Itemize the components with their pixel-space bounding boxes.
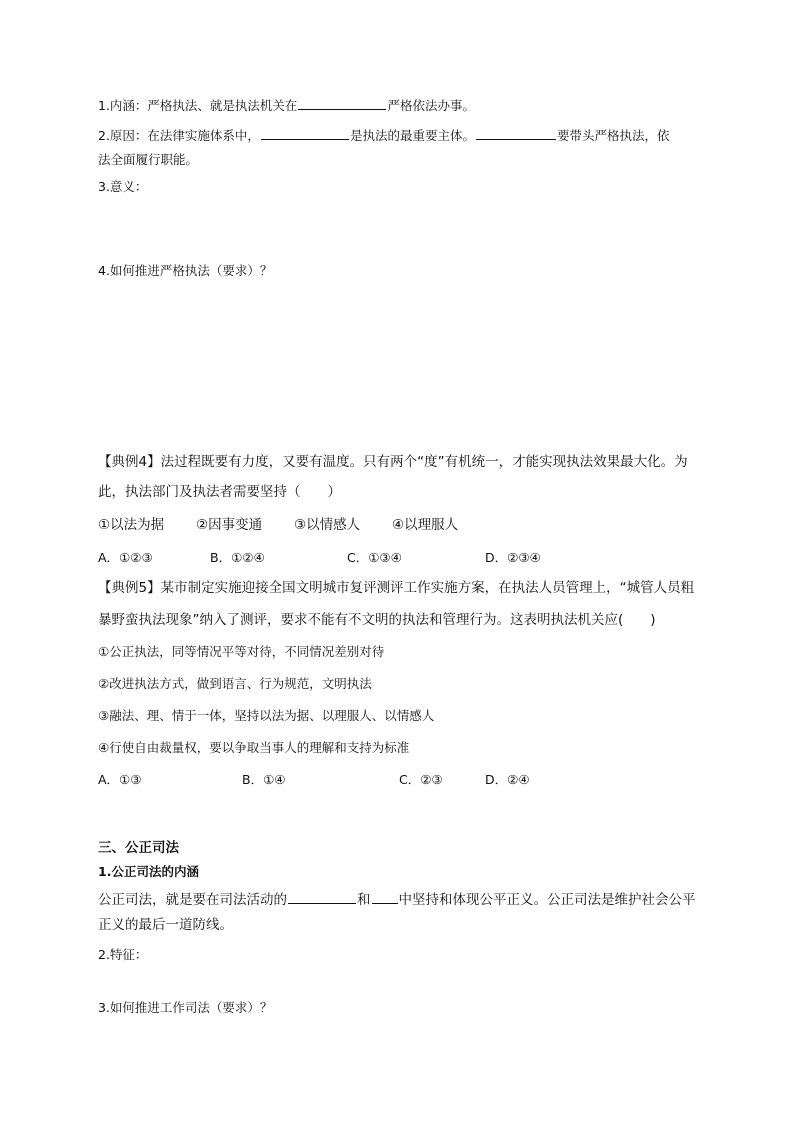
list-item: ④以理服人 xyxy=(392,517,459,533)
section-3-question-2: 2.特征： xyxy=(98,947,148,962)
question-4: 4.如何推进严格执法（要求）？ xyxy=(98,263,273,278)
question-1-text-end: 严格依法办事。 xyxy=(387,98,475,113)
list-item: ③以情感人 xyxy=(294,517,361,533)
answer-option-a[interactable]: A．①②③ xyxy=(98,550,153,565)
example-4-items xyxy=(98,515,458,535)
section-3-question-3: 3.如何推进工作司法（要求）？ xyxy=(98,1000,273,1015)
fill-blank[interactable] xyxy=(261,125,349,140)
question-2-text: 2.原因：在法律实施体系中， xyxy=(98,128,260,143)
question-2-continued: 法全面履行职能。 xyxy=(98,152,199,167)
list-item: ②因事变通 xyxy=(196,517,263,533)
example-4-line-2: 此，执法部门及执法者需要坚持（ ） xyxy=(98,484,341,500)
section-3-paragraph-line-1 xyxy=(98,889,696,910)
question-2 xyxy=(98,125,669,146)
section-3-heading: 三、公正司法 xyxy=(98,840,179,856)
question-2-text-end: 要带头严格执法，依 xyxy=(556,128,670,143)
fill-blank[interactable] xyxy=(288,889,356,904)
list-item: ①以法为据 xyxy=(98,517,165,533)
question-3: 3.意义： xyxy=(98,179,148,194)
list-item: ②改进执法方式，做到语言、行为规范，文明执法 xyxy=(98,676,372,691)
example-5-options xyxy=(98,770,530,790)
answer-option-c[interactable]: C．①③④ xyxy=(347,550,402,565)
answer-option-c[interactable]: C．②③ xyxy=(399,772,443,787)
answer-option-d[interactable]: D．②④ xyxy=(485,772,530,787)
paragraph-text: 和 xyxy=(357,892,371,908)
list-item: ①公正执法，同等情况平等对待，不同情况差别对待 xyxy=(98,644,385,659)
example-5-line-1: 【典例5】某市制定实施迎接全国文明城市复评测评工作实施方案，在执法人员管理上，“城管人员粗 xyxy=(98,580,695,596)
fill-blank[interactable] xyxy=(298,95,386,110)
list-item: ④行使自由裁量权，要以争取当事人的理解和支持为标准 xyxy=(98,740,410,755)
fill-blank[interactable] xyxy=(372,889,398,904)
example-5-line-2: 暴野蛮执法现象”纳入了测评，要求不能有不文明的执法和管理行为。这表明执法机关应( ) xyxy=(98,612,656,628)
question-2-text-mid: 是执法的最重要主体。 xyxy=(349,128,475,143)
answer-option-b[interactable]: B．①④ xyxy=(242,772,286,787)
question-1 xyxy=(98,95,475,116)
section-3-paragraph-line-2: 正义的最后一道防线。 xyxy=(98,917,233,933)
paragraph-text: 公正司法，就是要在司法活动的 xyxy=(98,892,287,908)
answer-option-b[interactable]: B．①②④ xyxy=(210,550,265,565)
fill-blank[interactable] xyxy=(476,125,556,140)
list-item: ③融法、理、情于一体，坚持以法为据、以理服人、以情感人 xyxy=(98,708,435,723)
answer-option-d[interactable]: D．②③④ xyxy=(485,550,541,565)
example-4-options xyxy=(98,548,541,568)
question-1-text: 1.内涵：严格执法、就是执法机关在 xyxy=(98,98,298,113)
section-3-subheading: 1.公正司法的内涵 xyxy=(98,864,199,879)
paragraph-text: 中坚持和体现公平正义。公正司法是维护社会公平 xyxy=(398,892,696,908)
answer-option-a[interactable]: A．①③ xyxy=(98,772,142,787)
example-4-line-1: 【典例4】法过程既要有力度，又要有温度。只有两个“度”有机统一，才能实现执法效果最大化。为 xyxy=(98,454,688,470)
